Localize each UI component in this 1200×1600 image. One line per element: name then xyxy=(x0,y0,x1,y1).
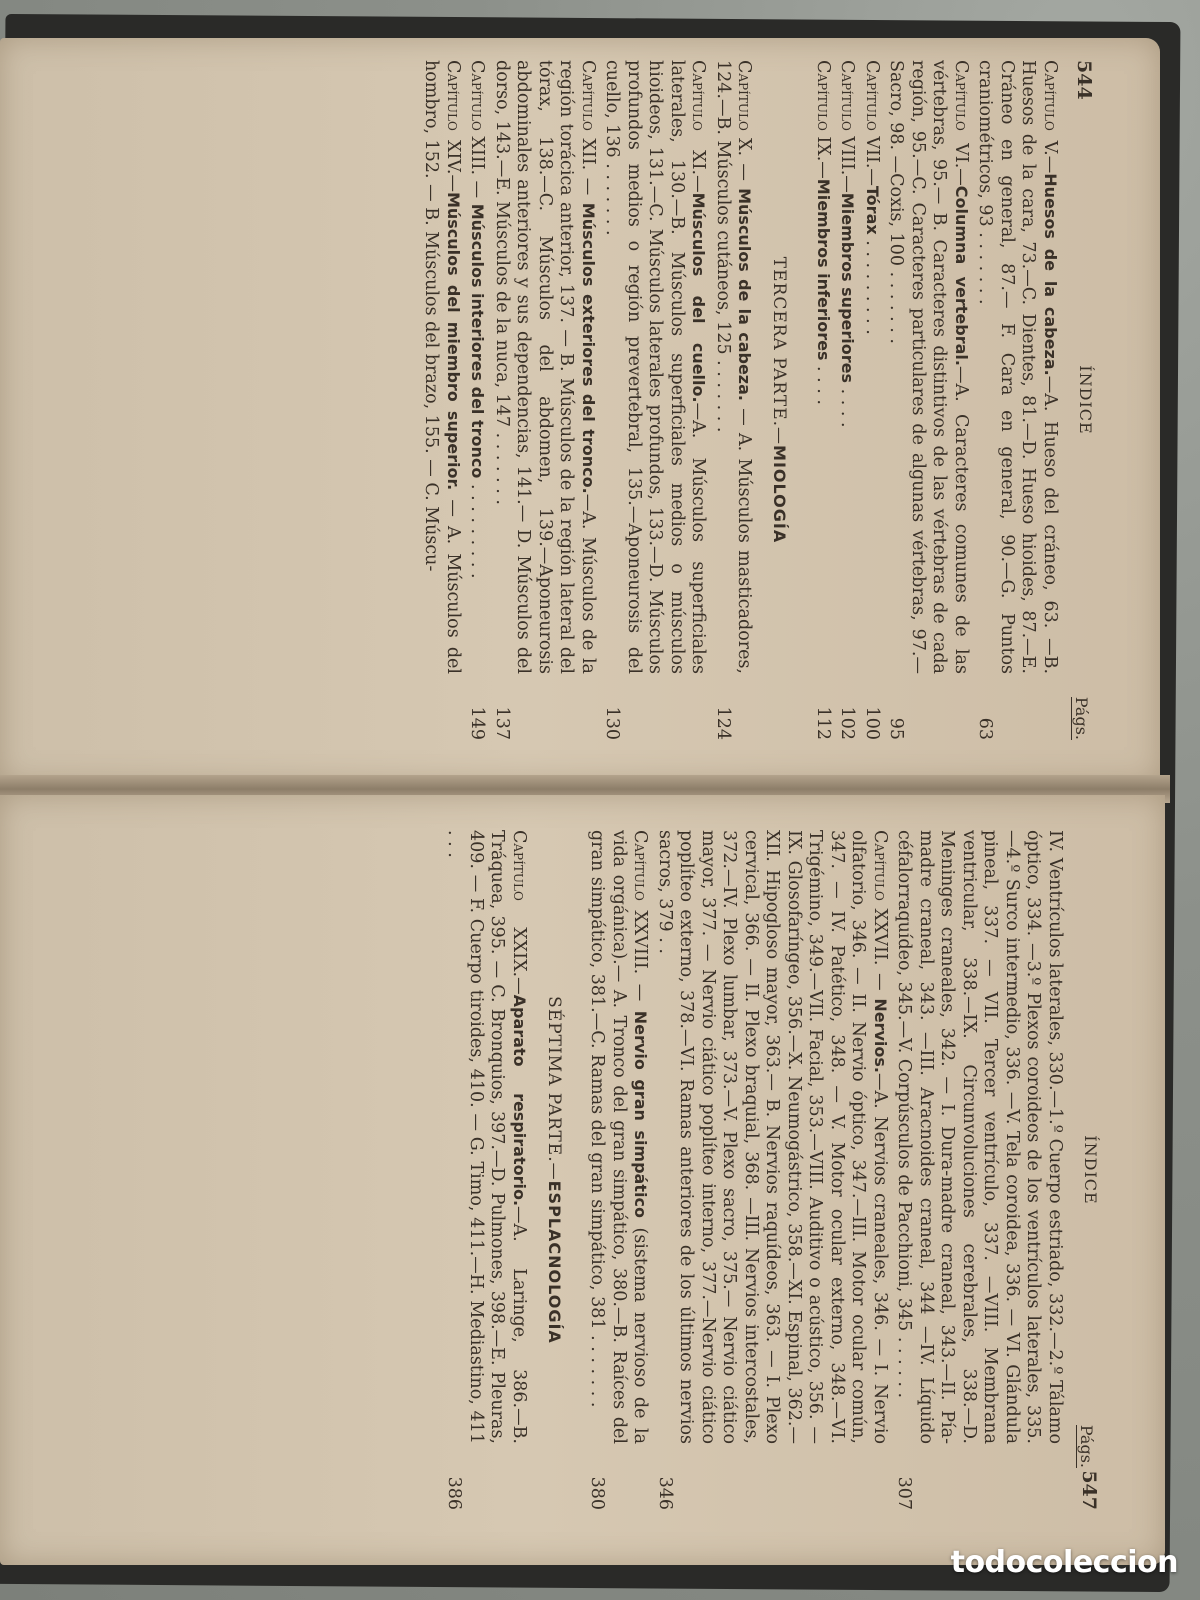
entry-chapter: Capítulo XIII. — xyxy=(467,60,488,204)
entry-title: Músculos interiores del tronco xyxy=(468,203,488,479)
entry-title: Tórax xyxy=(863,185,882,235)
index-entry xyxy=(443,830,530,1510)
entry-chapter: Capítulo XXVIII. — xyxy=(630,830,651,1011)
entry-title: Músculos del miembro superior. xyxy=(444,191,463,491)
page-number: 544 xyxy=(1073,60,1095,100)
entry-chapter: Capítulo XXIX.— xyxy=(509,830,529,995)
page-544-text xyxy=(105,60,1095,740)
watermark-logo: todocoleccion xyxy=(950,1545,1178,1580)
index-entry xyxy=(836,60,859,740)
index-entry xyxy=(812,60,835,740)
part-title xyxy=(770,60,790,740)
entry-title: Miembros superiores xyxy=(838,192,858,384)
entry-title: Nervios. xyxy=(871,998,890,1073)
entry-chapter: Capítulo XII. — xyxy=(578,60,598,203)
index-entry xyxy=(893,830,1066,1510)
entry-page-number: 95 xyxy=(886,717,907,740)
entry-text: —A. Caracteres comunes de las vértebras, 95.— B. Caracteres distintivos de las vértebras de cada región, 95.—C. Caracteres particulares de algunas vértebras, 97.—Sacro, 98. —Coxis, 100 . . . . . . . xyxy=(886,60,971,674)
running-head: ÍNDICE xyxy=(1081,1135,1100,1205)
entry-page-number: 149 xyxy=(467,706,488,740)
index-entry xyxy=(420,60,464,740)
entry-title: Columna vertebral. xyxy=(952,185,971,366)
index-entry xyxy=(466,60,489,740)
entry-chapter: Capítulo X. — xyxy=(734,60,755,189)
entry-text: —A. Músculos de la región torácica anterior, 137. — B. Músculos de la región lateral del tórax, 138.—C. Músculos del abdomen, 139.—Aponeurosis abdominales anteriores y sus dependencias, 141.— D. Músculos del dorso, 143.—E. Músculos de la nuca, 147 . . . . . . . xyxy=(492,60,598,674)
page-number: 547 xyxy=(1078,1470,1100,1510)
entry-title: Músculos de la cabeza. xyxy=(735,188,755,401)
page-header xyxy=(1061,60,1095,740)
entry-title: Aparato respiratorio. xyxy=(510,994,529,1207)
entry-page-number: 307 xyxy=(894,1476,915,1510)
entry-chapter: Capítulo XXVII. — xyxy=(870,830,890,999)
entry-chapter: Capítulo IX.— xyxy=(813,60,833,179)
entry-text: . . . . . . . . . xyxy=(862,234,882,335)
entry-chapter: Capítulo V.— xyxy=(1040,60,1060,174)
index-entry xyxy=(586,830,652,1510)
entry-page-number: 130 xyxy=(602,706,623,740)
page-header xyxy=(1066,830,1100,1510)
entry-text: —A. Nervios craneales, 346. — I. Nervio olfatorio, 346. — II. Nervio óptico, 347.—III. Motor ocular común, 347. — IV. Patético, 348. — V. Motor ocular externo, 348.—VI. Trigémino, 349.—VII. Facial, 353.—VIII. Auditivo o acústico, 356. — IX. Glosofaríngeo, 356.—X. Neumogástrico, 358.—XI. Espinal, 362.—XII. Hipogloso mayor, 363.— B. Nervios raquídeos, 363. — I. Plexo cervical, 366. — II. Plexo braquial, 368. —III. Nervios intercostales, 372.—IV. Plexo lumbar, 373.—V. Plexo sacro, 375.— Nervio ciático mayor, 377. — Nervio ciático poplíteo interno, 377.—Nervio ciático poplíteo externo, 378.—VI. Ramas anteriores de los últimos nervios sacros, 379 . . xyxy=(655,830,890,1444)
entry-page-number: 124 xyxy=(713,706,733,740)
index-entry xyxy=(712,60,756,740)
entry-chapter: Capítulo VII.— xyxy=(862,60,882,186)
entry-page-number: 102 xyxy=(837,706,858,740)
entry-text: —A. Hueso del cráneo, 63. —B. Huesos de la cara, 73.—C. Dientes, 81.—D. Hueso hioides, 87.—E. Cráneo en general, 87.— F. Cara en general, 90.—G. Puntos craniométricos, 93 . . . . . . . xyxy=(975,60,1060,675)
entry-title: Huesos de la cabeza. xyxy=(1041,173,1060,376)
entry-text: . . . . xyxy=(813,360,833,405)
part-title-bold: ESPLACNOLOGÍA xyxy=(545,1180,564,1344)
entry-text: . . . . xyxy=(837,383,858,428)
entry-page-number: 380 xyxy=(587,1476,608,1510)
entry-text: — A. Músculos del hombro, 152. — B. Músculos del brazo, 155. — C. Múscu- xyxy=(421,60,463,674)
entry-title: Miembros inferiores xyxy=(814,178,833,361)
entry-title: Músculos del cuello. xyxy=(689,192,709,403)
index-entry xyxy=(861,60,884,740)
entry-chapter: Capítulo VI.— xyxy=(951,60,971,186)
index-entry xyxy=(601,60,710,740)
entry-chapter: Capítulo VIII.— xyxy=(837,60,858,193)
entry-page-number: 137 xyxy=(492,706,512,740)
part-title-bold: MIOLOGÍA xyxy=(770,445,790,544)
entry-page-number: 63 xyxy=(975,717,996,740)
entry-text: IV. Ventrículos laterales, 330.—1.º Cuerpo estriado, 332.—2.º Tálamo óptico, 334. —3.º Plexos coroideos de los ventrículos laterales, 335.—4.º Surco intermedio, 336. —V. Tela coroidea, 336. — VI. Glándula pineal, 337. — VII. Tercer ventrículo, 337. —VIII. Membrana ventricular, 338.—IX. Circunvoluciones cerebrales, 338.—D. Meninges craneales, 342. — I. Dura-madre craneal, 343.—II. Pía-madre craneal, 343. —III. Aracnoides craneal, 344 —IV. Líquido céfalorraquídeo, 345.—V. Corpúsculos de Pacchioni, 345 . . . . . . xyxy=(894,830,1065,1444)
index-entry xyxy=(654,830,892,1510)
page-547-text xyxy=(140,830,1100,1510)
pags-label: Págs. xyxy=(1077,1424,1096,1468)
entry-page-number: 100 xyxy=(862,706,882,740)
entry-text: —A. Músculos superficiales laterales, 130.—B. Músculos superficiales medios o músculos hioideos, 131.—C. Músculos laterales profundos, 133.—D. Músculos profundos medios o región prevertebral, 135.—Aponeurosis del cuello, 136 . . . . . . . xyxy=(602,60,709,675)
part-title xyxy=(544,830,564,1510)
entry-page-number: 112 xyxy=(813,706,833,740)
entry-chapter: Capítulo XI.— xyxy=(688,60,709,193)
entry-title: Nervio gran simpático xyxy=(631,1010,651,1218)
index-entry xyxy=(974,60,1061,740)
entry-text: — A. Músculos masticadores, 124.—B. Músculos cutáneos, 125 . . . . . . . xyxy=(713,60,755,674)
index-entry xyxy=(885,60,972,740)
index-entry xyxy=(491,60,600,740)
entry-text: . . . . . . . . . xyxy=(467,478,488,579)
entry-title: Músculos exteriores del tronco. xyxy=(579,202,598,494)
part-title-text: TERCERA PARTE.— xyxy=(769,256,790,446)
pags-label: Págs. xyxy=(1072,696,1091,740)
running-head: ÍNDICE xyxy=(1076,365,1095,435)
entry-page-number: 346 xyxy=(655,1476,675,1510)
entry-text: —A. Laringe, 386.—B. Tráquea, 395. — C. Bronquios, 397.—D. Pulmones, 398.—E. Pleuras, 409. — F. Cuerpo tiroides, 410. — G. Timo, 411.—H. Mediastino, 411 . . . xyxy=(444,830,529,1444)
part-title-text: SÉPTIMA PARTE.— xyxy=(544,996,564,1181)
entry-page-number: 386 xyxy=(444,1476,465,1510)
entry-chapter: Capítulo XIV.— xyxy=(443,60,463,192)
entry-text: (sistema nervioso de la vida orgánica).— A. Tronco del gran simpático, 380.—B. Raíces del gran simpático, 381.—C. Ramas del gran simpático, 381 . . . . . . . xyxy=(587,830,651,1445)
